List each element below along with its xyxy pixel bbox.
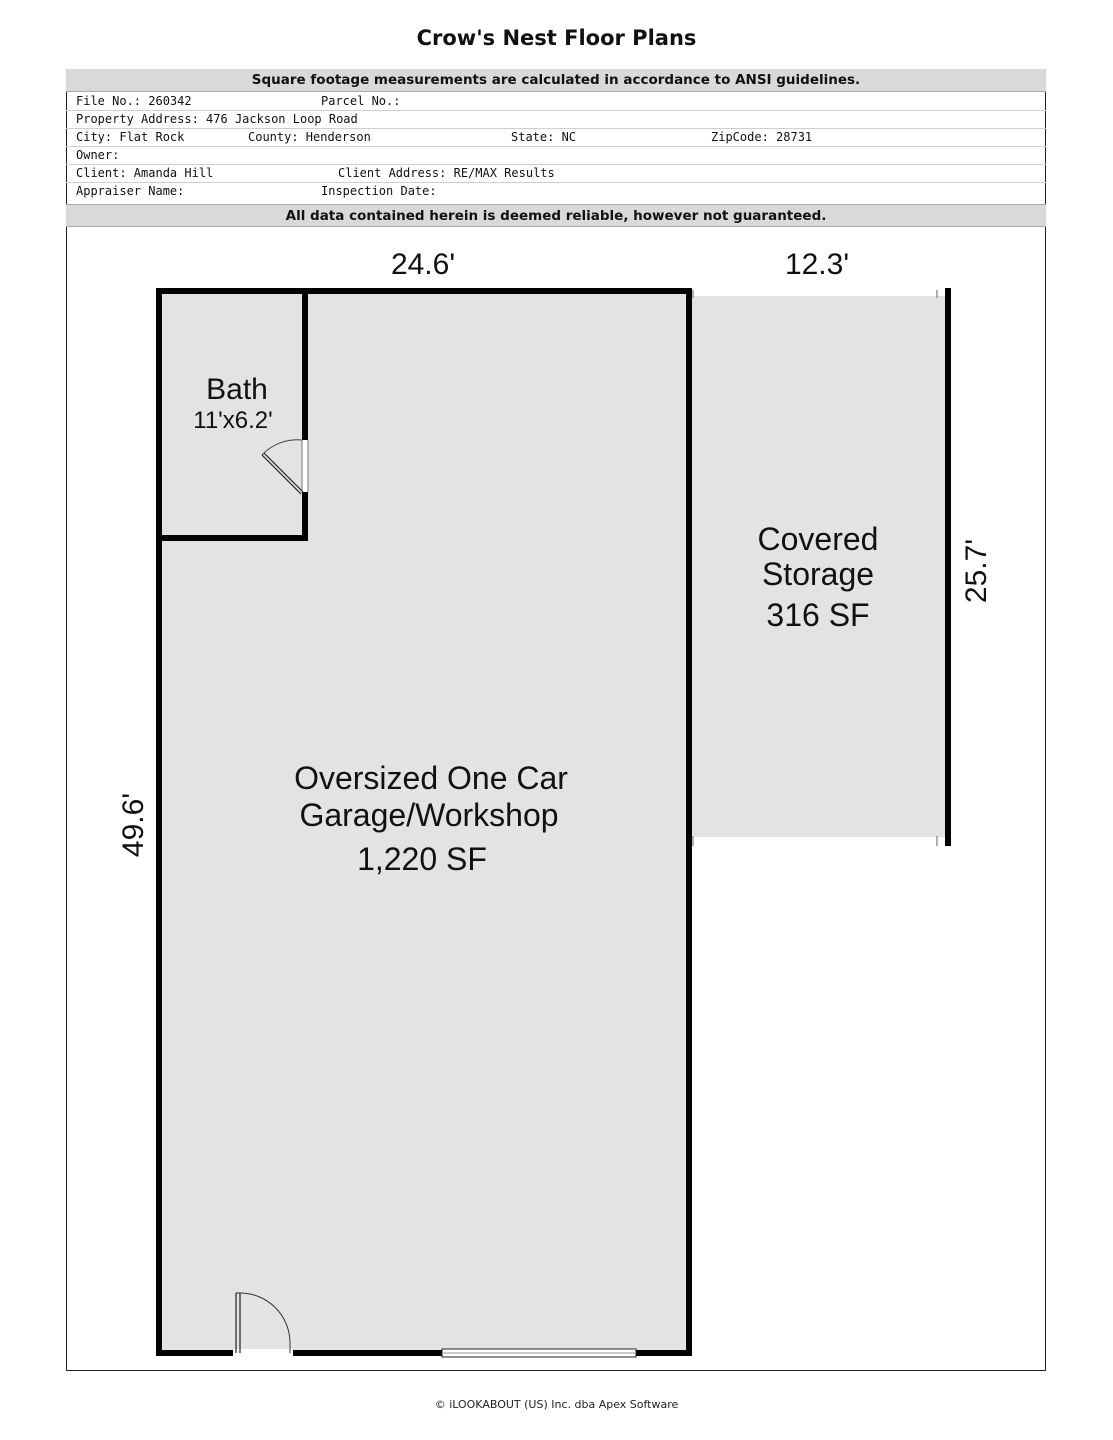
- page-title: Crow's Nest Floor Plans: [416, 26, 697, 50]
- client-address: Client Address: RE/MAX Results: [338, 166, 555, 180]
- storage-line2: Storage: [761, 556, 875, 592]
- garage-area: 1,220 SF: [357, 841, 487, 877]
- client: Client: Amanda Hill: [76, 166, 214, 180]
- garage-door: [442, 1349, 636, 1357]
- disclaimer: All data contained herein is deemed reliable, however not guaranteed.: [66, 204, 1046, 227]
- file-no: File No.: 260342: [76, 94, 192, 108]
- garage-line1: Oversized One Car: [294, 760, 568, 796]
- copyright: © iLOOKABOUT (US) Inc. dba Apex Software: [434, 1398, 679, 1411]
- storage-area: 316 SF: [766, 597, 870, 633]
- dim-right: 25.7': [960, 538, 993, 604]
- property-address: Property Address: 476 Jackson Loop Road: [76, 112, 358, 126]
- county: County: Henderson: [248, 130, 371, 144]
- ansi-notice: Square footage measurements are calculated in accordance to ANSI guidelines.: [66, 69, 1046, 92]
- parcel-no: Parcel No.:: [321, 94, 401, 108]
- dim-top-garage: 24.6': [390, 248, 456, 281]
- dim-left: 49.6': [117, 792, 150, 858]
- bath-name: Bath: [206, 373, 268, 406]
- storage-line1: Covered: [757, 521, 879, 557]
- dim-top-storage: 12.3': [784, 248, 850, 281]
- owner: Owner:: [76, 148, 120, 162]
- garage-line2: Garage/Workshop: [299, 797, 559, 833]
- inspection-date: Inspection Date:: [321, 184, 437, 198]
- state: State: NC: [511, 130, 577, 144]
- zipcode: ZipCode: 28731: [711, 130, 813, 144]
- bath-size: 11'x6.2': [193, 407, 273, 434]
- city: City: Flat Rock: [76, 130, 185, 144]
- appraiser-name: Appraiser Name:: [76, 184, 185, 198]
